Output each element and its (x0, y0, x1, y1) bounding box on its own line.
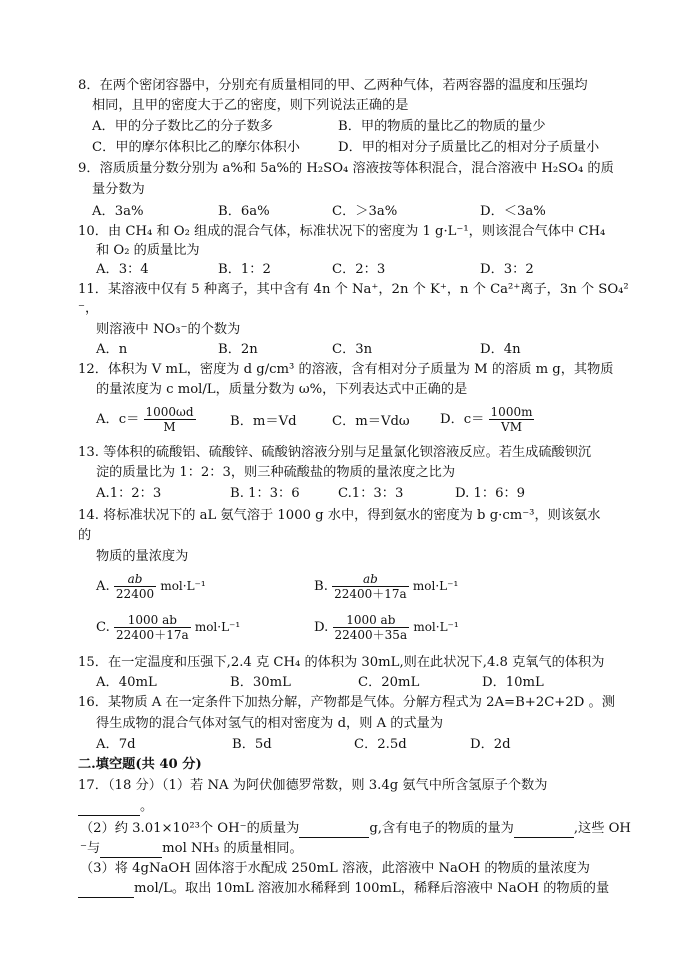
q11-option-d: D．4n (480, 342, 521, 357)
q14-option-a (96, 572, 206, 601)
q8-stem-line1: 8．在两个密闭容器中，分别充有质量相同的甲、乙两种气体，若两容器的温度和压强均 (78, 78, 588, 93)
q14-option-b-numerator: ab (332, 572, 409, 587)
q13-option-a: A.1：2：3 (96, 486, 162, 501)
q12-option-d-denominator: VM (501, 420, 522, 434)
q16-stem-line1: 16．某物质 A 在一定条件下加热分解，产物都是气体。分解方程式为 2A=B+2C+2D 。测 (78, 695, 615, 710)
q14-option-a-prefix: A. (96, 579, 110, 594)
q10-option-d: D．3：2 (480, 262, 534, 277)
q14-option-a-numerator: ab (114, 572, 156, 587)
q17-blank-4[interactable] (100, 844, 162, 858)
q12-option-a-fraction (144, 405, 196, 434)
q12-option-a-prefix: A．c＝ (96, 412, 140, 427)
q12-stem-line2: 的量浓度为 c mol/L，质量分数为 ω%，下列表达式中正确的是 (96, 382, 468, 397)
q14-option-b-unit: mol·L⁻¹ (412, 579, 459, 593)
q11-stem-line1b: ⁻， (78, 301, 99, 316)
q12-option-d-prefix: D．c＝ (440, 412, 485, 427)
q17-blank-3[interactable] (514, 824, 574, 838)
q8-stem-line2: 相同，且甲的密度大于乙的密度，则下列说法正确的是 (92, 98, 409, 113)
q8-option-d: D．甲的相对分子质量比乙的相对分子质量小 (338, 140, 600, 155)
q13-stem-line2: 淀的质量比为 1：2：3，则三种硫酸盐的物质的量浓度之比为 (96, 465, 456, 480)
q16-option-c: C．2.5d (354, 737, 407, 752)
q14-option-d (314, 613, 459, 642)
q14-option-b (314, 572, 458, 601)
q12-option-c: C．m＝Vdω (332, 414, 410, 429)
q17-line3-part-c: ,这些 OH (573, 821, 631, 836)
q17-blank-2[interactable] (299, 824, 369, 838)
q14-option-c-unit: mol·L⁻¹ (194, 620, 241, 634)
q14-option-b-fraction (332, 572, 409, 601)
q9-stem-line1: 9．溶质质量分数分别为 a%和 5a%的 H₂SO₄ 溶液按等体积混合，混合溶液中 H₂SO₄ 的质 (78, 161, 614, 176)
q9-option-c: C．＞3a% (332, 204, 398, 219)
q14-option-c-denominator: 22400＋17a (116, 628, 189, 642)
q8-option-c: C．甲的摩尔体积比乙的摩尔体积小 (92, 140, 300, 155)
q14-option-c-fraction (114, 613, 191, 642)
q14-stem-line2: 物质的量浓度为 (96, 549, 189, 564)
q14-option-d-fraction (333, 613, 410, 642)
q9-stem-line2: 量分数为 (92, 182, 145, 197)
q14-option-a-unit: mol·L⁻¹ (160, 579, 206, 593)
q12-option-a-denominator: M (163, 420, 176, 434)
q14-option-d-prefix: D. (314, 620, 329, 635)
q17-line3-part-a: （2）约 3.01×10²³个 OH⁻的质量为 (80, 821, 300, 836)
q13-option-c: C.1：3：3 (338, 486, 404, 501)
q12-option-b: B．m＝Vd (230, 414, 297, 429)
q8-option-a: A．甲的分子数比乙的分子数多 (92, 119, 273, 134)
q14-stem-line1b: 的 (78, 528, 92, 543)
q16-option-d: D．2d (470, 737, 511, 752)
q16-stem-line2: 得生成物的混合气体对氢气的相对密度为 d，则 A 的式量为 (96, 716, 444, 731)
q17-blank-1[interactable] (78, 802, 140, 816)
q14-option-b-denominator: 22400＋17a (334, 587, 407, 601)
q14-option-a-denominator: 22400 (115, 587, 155, 601)
q13-option-d: D. 1：6：9 (455, 486, 526, 501)
q12-stem-line1: 12．体积为 V mL，密度为 d g/cm³ 的溶液，含有相对分子质量为 M 的溶质 m g，其物质 (78, 362, 614, 377)
q10-option-c: C．2：3 (332, 262, 386, 277)
q11-option-c: C．3n (332, 342, 373, 357)
q9-option-a: A．3a% (92, 204, 144, 219)
q17-line4-part-b: mol NH₃ 的质量相同。 (162, 841, 303, 856)
q12-option-d (440, 405, 534, 434)
q17-line4-part-a: ⁻与 (80, 841, 101, 856)
q10-stem-line2: 和 O₂ 的质量比为 (96, 243, 200, 258)
q14-option-a-fraction (114, 572, 156, 601)
q10-option-a: A．3：4 (96, 262, 149, 277)
q12-option-a (96, 405, 196, 434)
q17-line4 (80, 840, 303, 858)
q11-option-a: A．n (96, 342, 128, 357)
q12-option-d-numerator: 1000m (490, 405, 533, 419)
q17-line2-end: 。 (140, 799, 154, 814)
q17-line6-part-b: mol/L。取出 10mL 溶液加水稀释到 100mL，稀释后溶液中 NaOH 的物质的量 (134, 881, 610, 896)
q14-option-d-denominator: 22400＋35a (334, 628, 408, 642)
q12-option-d-fraction (489, 405, 535, 434)
q15-option-c: C．20mL (358, 675, 420, 690)
q17-blank-5[interactable] (78, 884, 134, 898)
q17-line1: 17．（18 分）（1）若 NA 为阿伏伽德罗常数，则 3.4g 氨气中所含氢原子个数为 (78, 778, 548, 793)
q10-option-b: B．1：2 (218, 262, 271, 277)
q14-option-d-unit: mol·L⁻¹ (413, 620, 459, 634)
q16-option-b: B．5d (232, 737, 272, 752)
q14-option-b-prefix: B. (314, 579, 328, 594)
q11-option-b: B．2n (218, 342, 258, 357)
q9-option-b: B．6a% (218, 204, 270, 219)
q12-option-a-numerator: 1000ωd (145, 405, 194, 419)
q14-option-c-numerator: 1000 ab (114, 613, 191, 628)
q11-stem-line1: 11．某溶液中仅有 5 种离子，其中含有 4n 个 Na⁺，2n 个 K⁺，n 个 Ca²⁺离子，3n 个 SO₄² (78, 282, 629, 297)
q14-stem-line1: 14. 将标准状况下的 aL 氨气溶于 1000 g 水中，得到氨水的密度为 b g·cm⁻³，则该氨水 (78, 508, 601, 523)
q13-stem-line1: 13. 等体积的硫酸铝、硫酸锌、硫酸钠溶液分别与足量氯化钡溶液反应。若生成硫酸钡沉 (78, 445, 592, 460)
q17-line5: （3）将 4gNaOH 固体溶于水配成 250mL 溶液，此溶液中 NaOH 的物质的量浓度为 (80, 861, 590, 876)
q17-line2 (78, 798, 153, 816)
q15-option-d: D．10mL (482, 675, 544, 690)
q9-option-d: D．＜3a% (480, 204, 546, 219)
q16-option-a: A．7d (96, 737, 136, 752)
section-heading-fill-in: 二.填空题(共 40 分) (78, 757, 202, 772)
q15-stem-line1: 15．在一定温度和压强下,2.4 克 CH₄ 的体积为 30mL,则在此状况下,4.8 克氧气的体积为 (78, 655, 605, 670)
q17-line6 (78, 880, 609, 898)
q14-option-d-numerator: 1000 ab (333, 613, 410, 628)
q14-option-c (96, 613, 240, 642)
q11-stem-line2: 则溶液中 NO₃⁻的个数为 (96, 322, 241, 337)
q13-option-b: B. 1：3：6 (230, 486, 300, 501)
q17-line3-part-b: g,含有电子的物质的量为 (369, 821, 514, 836)
q17-line3 (80, 820, 631, 838)
q15-option-b: B．30mL (230, 675, 291, 690)
q8-option-b: B．甲的物质的量比乙的物质的量少 (338, 119, 546, 134)
q10-stem-line1: 10．由 CH₄ 和 O₂ 组成的混合气体，标准状况下的密度为 1 g·L⁻¹，则该混合气体中 CH₄ (78, 224, 606, 239)
q14-option-c-prefix: C. (96, 620, 110, 635)
q15-option-a: A．40mL (96, 675, 157, 690)
